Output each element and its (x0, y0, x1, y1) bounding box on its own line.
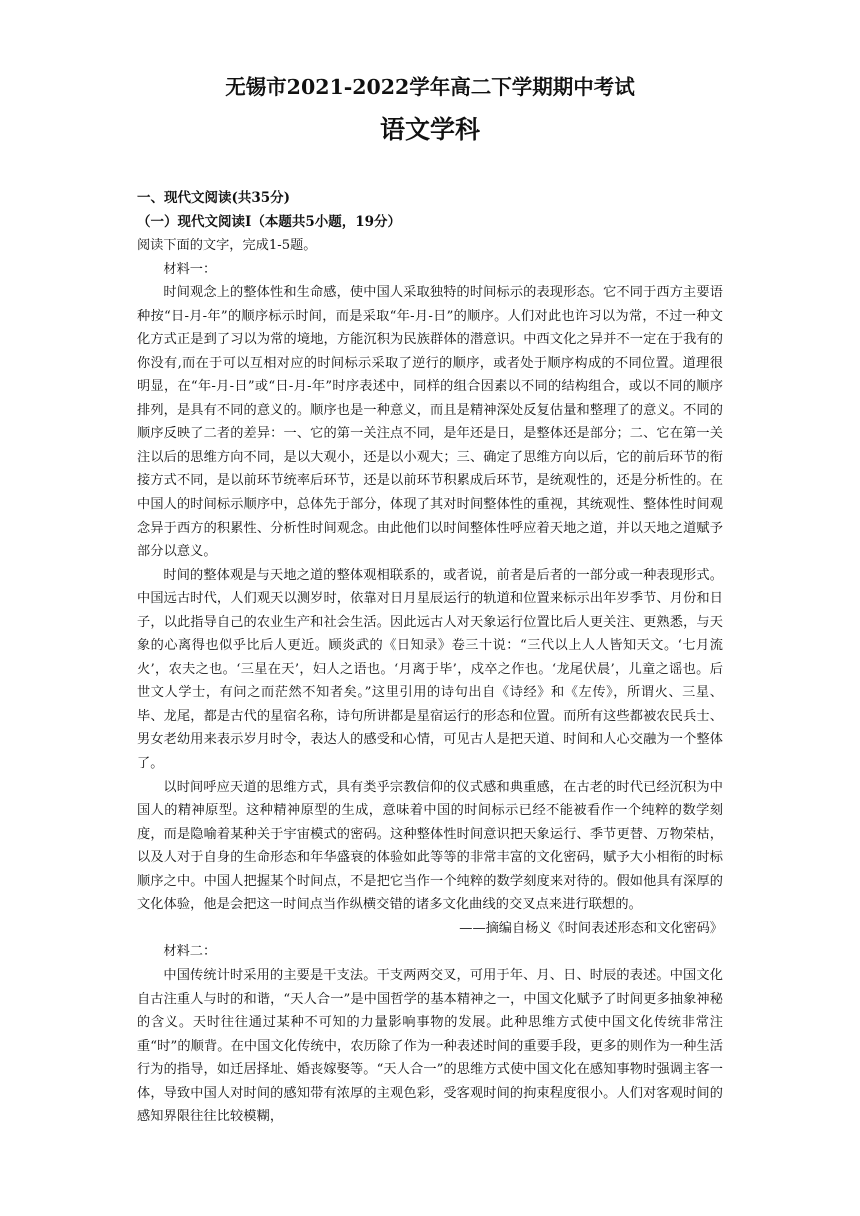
material-one-source: ——摘编自杨义《时间表述形态和文化密码》 (459, 920, 723, 936)
document-page (137, 70, 723, 1129)
material-one-paragraph: 以时间呼应天道的思维方式，具有类乎宗教信仰的仪式感和典重感，在古老的时代已经沉积为中国人的精神原型。这种精神原型的生成，意味着中国的时间标示已经不能被看作一个纯粹的数学刻度，而是隐喻着某种关于宇宙模式的密码。这种整体性时间意识把天象运行、季节更替、万物荣枯，以及人对于自身的生命形态和年华盛衰的体验如此等等的非常丰富的文化密码，赋予大小相衔的时标顺序之中。中国人把握某个时间点，不是把它当作一个纯粹的数学刻度来对待的。假如他具有深厚的文化体验，他是会把这一时间点当作纵横交错的诸多文化曲线的交叉点来进行联想的。 (137, 779, 723, 913)
document-subtitle: 语文学科 (379, 115, 480, 144)
section-heading: 一、现代文阅读(共35分) (137, 190, 291, 206)
material-one-paragraph: 时间观念上的整体性和生命感，使中国人采取独特的时间标示的表现形态。它不同于西方主要语种按“日-月-年”的顺序标示时间，而是采取“年-月-日”的顺序。人们对此也许习以为常，不过一种文化方式正是到了习以为常的境地，方能沉积为民族群体的潜意识。中西文化之异并不一定在于我有的你没有,而在于可以互相对应的时间标示采取了逆行的顺序，或者处于顺序构成的不同位置。道理很明显，在“年-月-日”或“日-月-年”时序表述中，同样的组合因素以不同的结构组合，或以不同的顺序排列，是具有不同的意义的。顺序也是一种意义，而且是精神深处反复估量和整理了的意义。不同的顺序反映了二者的差异：一、它的第一关注点不同，是年还是日，是整体还是部分；二、它在第一关注以后的思维方向不同，是以大观小，还是以小观大；三、确定了思维方向以后，它的前后环节的衔接方式不同，是以前环节统率后环节，还是以前环节积累成后环节，是统观性的，还是分析性的。在中国人的时间标示顺序中，总体先于部分，体现了其对时间整体性的重视，其统观性、整体性时间观念异于西方的积累性、分析性时间观念。由此他们以时间整体性呼应着天地之道，并以天地之道赋予部分以意义。 (137, 285, 723, 560)
material-two-label: 材料二： (163, 944, 217, 960)
instruction-text: 阅读下面的文字，完成1-5题。 (137, 238, 317, 253)
subsection-heading: （一）现代文阅读Ⅰ（本题共5小题，19分） (137, 214, 401, 230)
material-one-label: 材料一： (163, 261, 217, 277)
material-two-paragraph: 中国传统计时采用的主要是干支法。干支两两交叉，可用于年、月、日、时辰的表述。中国文化自古注重人与时的和谐，“天人合一”是中国哲学的基本精神之一，中国文化赋予了时间更多抽象神秘的含义。天时往往通过某种不可知的力量影响事物的发展。此种思维方式使中国文化传统非常注重“时”的顺背。在中国文化传统中，农历除了作为一种表述时间的重要手段，更多的则作为一种生活行为的指导，如迁居择址、婚丧嫁娶等。“天人合一”的思维方式使中国文化在感知事物时强调主客一体，导致中国人对时间的感知带有浓厚的主观色彩，受客观时间的拘束程度很小。人们对客观时间的感知界限往往比较模糊， (137, 967, 723, 1125)
document-title: 无锡市2021-2022学年高二下学期期中考试 (225, 75, 635, 99)
material-one-paragraph: 时间的整体观是与天地之道的整体观相联系的，或者说，前者是后者的一部分或一种表现形式。中国远古时代，人们观天以测岁时，依靠对日月星辰运行的轨道和位置来标示出年岁季节、月份和日子，以此指导自己的农业生产和社会生活。因此远古人对天象运行位置比后人更关注、更熟悉，与天象的心离得也似乎比后人更近。顾炎武的《日知录》卷三十说：“三代以上人人皆知天文。‘七月流火’，农夫之也。‘三星在天’，妇人之语也。‘月离于毕’，戍卒之作也。‘龙尾伏晨’，儿童之谣也。后世文人学士，有问之而茫然不知者矣。”这里引用的诗句出自《诗经》和《左传》，所谓火、三星、毕、龙尾，都是古代的星宿名称，诗句所讲都是星宿运行的形态和位置。而所有这些都被农民兵士、男女老幼用来表示岁月时令，表达人的感受和心情，可见古人是把天道、时间和人心交融为一个整体了。 (137, 567, 723, 772)
